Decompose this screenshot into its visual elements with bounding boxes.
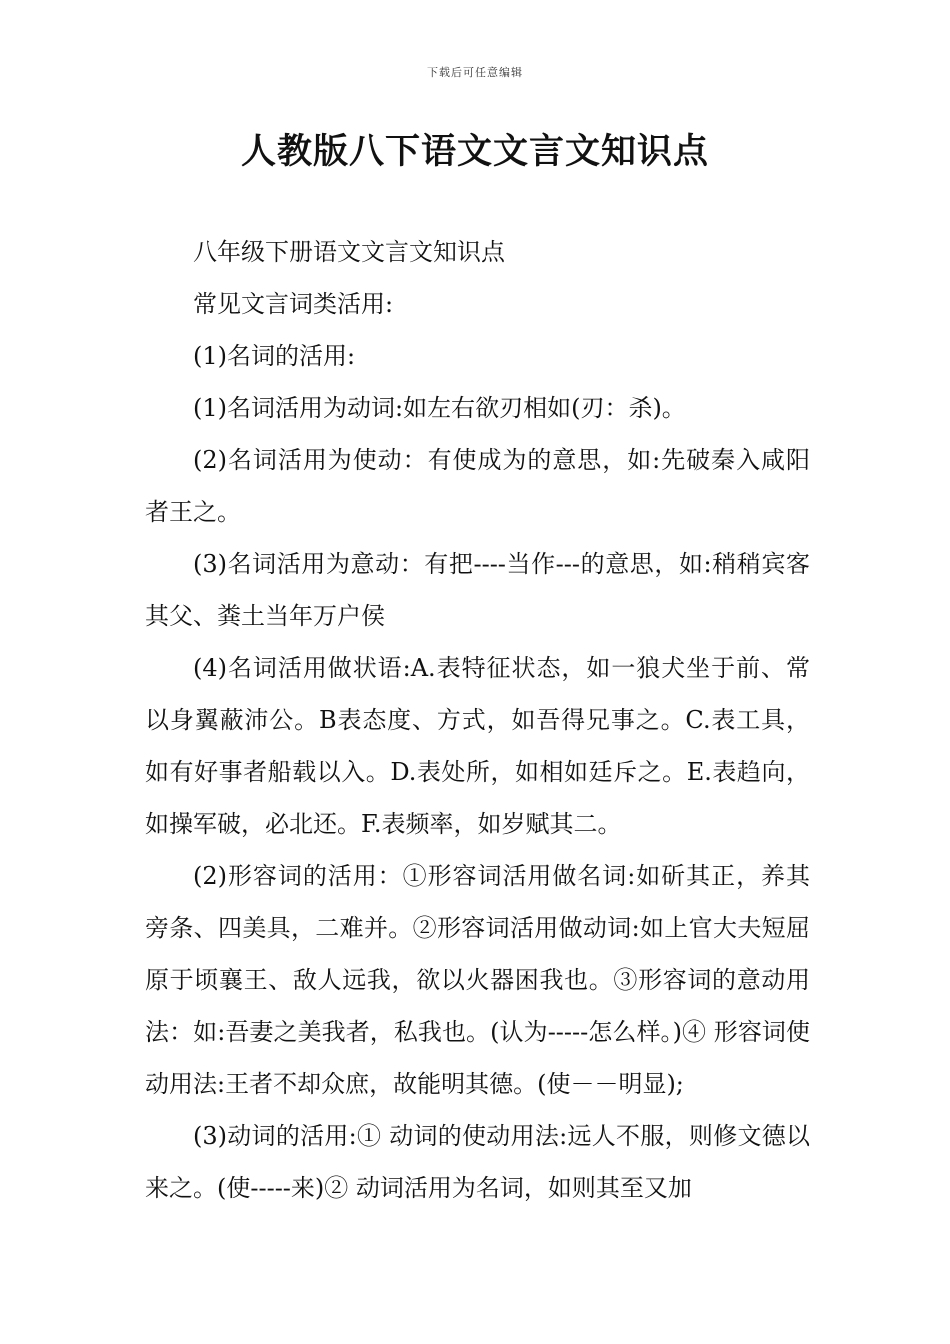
paragraph: (1)名词的活用: [193, 342, 356, 370]
paragraph: (2)名词活用为使动：有使成为的意思，如:先破秦入咸阳者王之。 [145, 446, 810, 526]
paragraph: (3)动词的活用:① 动词的使动用法:远人不服，则修文德以来之。(使-----来)② 动词活用为名词，如则其至又加 [145, 1122, 810, 1202]
paragraph: (3)名词活用为意动：有把----当作---的意思，如:稍稍宾客其父、粪土当年万户侯 [145, 550, 810, 630]
document-body [145, 226, 810, 1214]
document-title: 人教版八下语文文言文知识点 [240, 132, 709, 172]
header-note: 下载后可任意编辑 [427, 66, 523, 79]
paragraph: (1)名词活用为动词:如左右欲刃相如(刃：杀)。 [193, 394, 686, 422]
paragraph: (2)形容词的活用：①形容词活用做名词:如斫其正，养其旁条、四美具，二难并。②形容词活用做动词:如上官大夫短屈原于顷襄王、敌人远我，欲以火器困我也。③形容词的意动用法：如:吾妻之美我者，私我也。(认为-----怎么样。)④ 形容词使动用法:王者不却众庶，故能明其德。(使－－明显); [145, 862, 810, 1098]
paragraph: 八年级下册语文文言文知识点 [193, 238, 505, 266]
paragraph: 常见文言词类活用: [193, 290, 394, 318]
paragraph: (4)名词活用做状语:A.表特征状态，如一狼犬坐于前、常以身翼蔽沛公。B表态度、方式，如吾得兄事之。C.表工具，如有好事者船载以入。D.表处所，如相如廷斥之。E.表趋向，如操军破，必北还。F.表频率，如岁赋其二。 [145, 654, 810, 838]
